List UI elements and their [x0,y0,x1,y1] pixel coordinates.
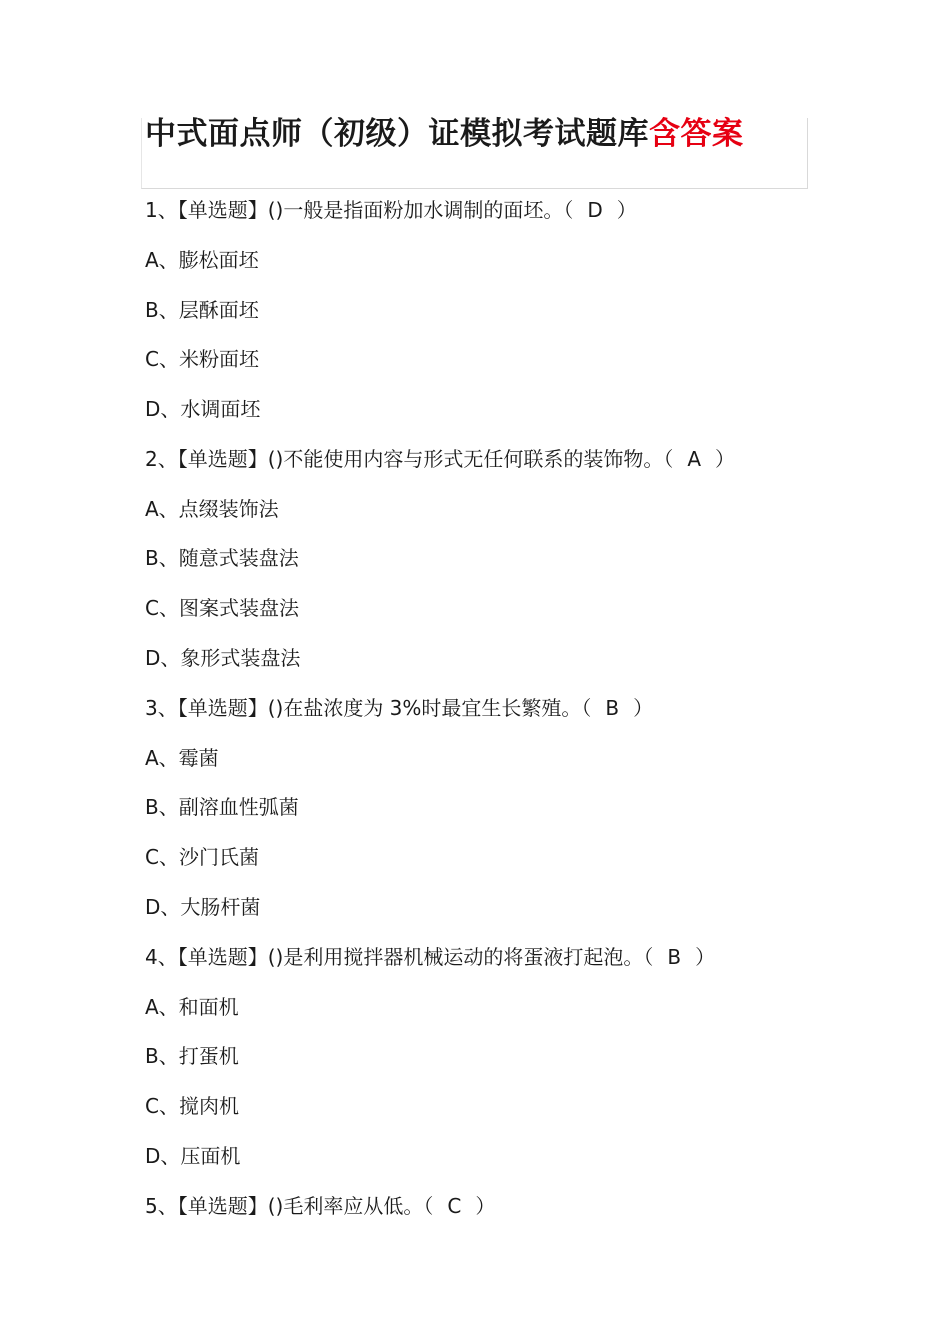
question-stem: 1、【单选题】()一般是指面粉加水调制的面坯。（ D ） [145,198,637,222]
answer-key: B [667,945,682,969]
option-b: B、随意式装盘法 [145,546,299,570]
question-stem: 4、【单选题】()是利用搅拌器机械运动的将蛋液打起泡。（ B ） [145,945,716,969]
question-stem: 2、【单选题】()不能使用内容与形式无任何联系的装饰物。（ A ） [145,447,736,471]
option-c: C、搅肉机 [145,1094,239,1118]
answer-key: B [605,696,620,720]
option-d: D、压面机 [145,1144,241,1168]
option-a: A、点缀装饰法 [145,497,279,521]
document-title [145,112,744,156]
option-c: C、沙门氏菌 [145,845,259,869]
answer-key: D [587,198,603,222]
option-a: A、霉菌 [145,746,219,770]
question-stem: 5、【单选题】()毛利率应从低。（ C ） [145,1194,496,1218]
option-c: C、图案式装盘法 [145,596,299,620]
option-d: D、水调面坯 [145,397,261,421]
option-b: B、打蛋机 [145,1044,239,1068]
option-c: C、米粉面坯 [145,347,259,371]
option-b: B、副溶血性弧菌 [145,795,299,819]
option-a: A、和面机 [145,995,239,1019]
option-d: D、大肠杆菌 [145,895,261,919]
option-d: D、象形式装盘法 [145,646,301,670]
answer-key: C [447,1194,462,1218]
title-accent: 含答案 [649,116,744,152]
answer-key: A [687,447,702,471]
question-stem: 3、【单选题】()在盐浓度为 3%时最宜生长繁殖。（ B ） [145,696,654,720]
option-b: B、层酥面坯 [145,298,259,322]
title-main: 中式面点师（初级）证模拟考试题库 [145,116,649,152]
option-a: A、膨松面坯 [145,248,259,272]
